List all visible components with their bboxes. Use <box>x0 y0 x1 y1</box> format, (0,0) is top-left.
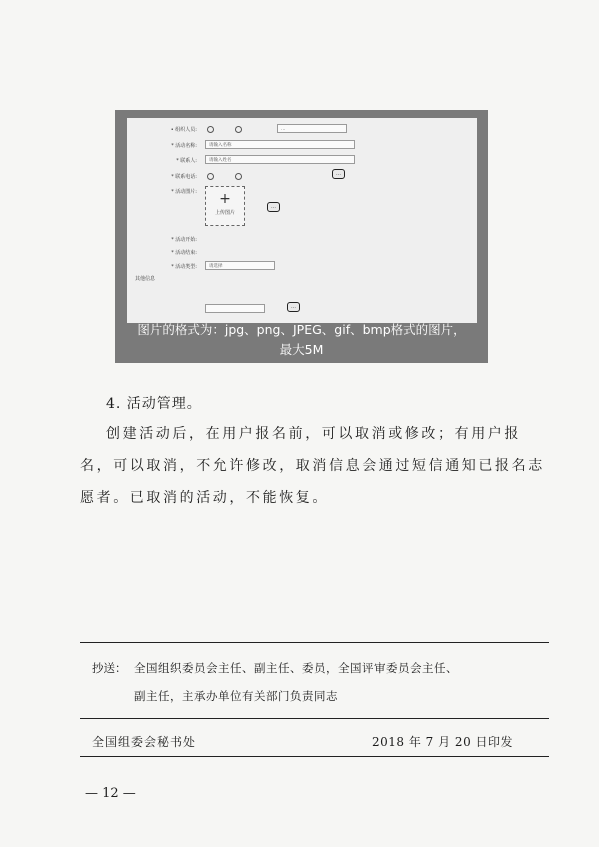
form-row-end: * 活动结束: <box>171 250 197 256</box>
form-row-start: * 活动开始: <box>171 237 197 243</box>
callout-note: … <box>332 169 345 179</box>
divider <box>80 756 549 757</box>
radio-icon <box>207 126 214 133</box>
plus-icon: + <box>219 191 231 207</box>
cc-recipients-line: 副主任，主承办单位有关部门负责同志 <box>134 689 338 703</box>
section-heading: 4. 活动管理。 <box>106 396 202 412</box>
name-input: 请输入名称 <box>205 140 355 149</box>
callout-note: … <box>267 202 280 212</box>
paragraph-line: 创建活动后，在用户报名前，可以取消或修改；有用户报 <box>106 426 521 442</box>
contact-input: 请输入姓名 <box>205 155 355 164</box>
issue-date: 2018 年 7 月 20 日印发 <box>372 735 514 749</box>
issuer: 全国组委会秘书处 <box>92 735 197 749</box>
form-row-name: * 活动名称: 请输入名称 <box>127 140 477 152</box>
type-select: 请选择 <box>205 261 275 270</box>
divider <box>80 718 549 719</box>
divider <box>80 642 549 643</box>
image-upload-box: + 上传图片 <box>205 186 245 226</box>
notes-text <box>205 286 385 302</box>
form-row-type: * 活动类型: 请选择 <box>127 261 477 273</box>
form-screenshot <box>127 118 477 323</box>
form-row-notes <box>127 286 477 298</box>
paragraph-line: 愿者。已取消的活动，不能恢复。 <box>80 490 329 506</box>
organizer-input: … <box>277 124 347 133</box>
radio-icon <box>207 173 214 180</box>
figure-caption: 图片的格式为：jpg、png、JPEG、gif、bmp格式的图片， 最大5M <box>137 322 466 357</box>
form-row-contact-info <box>127 304 477 316</box>
paragraph-line: 名，可以取消，不允许修改，取消信息会通过短信通知已报名志 <box>80 458 545 474</box>
form-row-organizer: • 组织人员: … <box>127 124 477 136</box>
section-label: 其他信息 <box>135 276 156 282</box>
page-number: — 12 — <box>85 786 136 801</box>
form-row-phone: * 联系电话: … <box>127 171 477 183</box>
cc-recipients-line: 全国组织委员会主任、副主任、委员，全国评审委员会主任、 <box>134 661 458 675</box>
callout-note: … <box>287 302 300 312</box>
radio-icon <box>235 173 242 180</box>
form-row-image: * 活动图片: + 上传图片 … <box>127 186 477 228</box>
screenshot-figure <box>115 110 488 363</box>
form-row-contact: * 联系人: 请输入姓名 <box>127 155 477 167</box>
radio-icon <box>235 126 242 133</box>
cc-label: 抄送： <box>92 661 127 675</box>
info-input <box>205 304 265 313</box>
